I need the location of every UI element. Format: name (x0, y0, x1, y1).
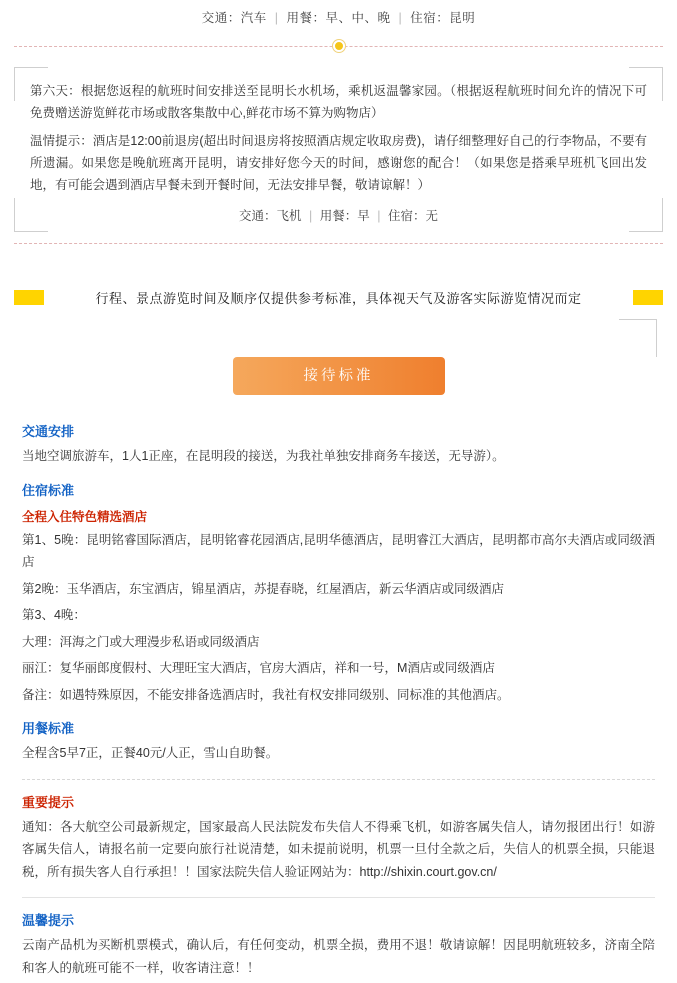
decorative-corner-wrap (14, 313, 663, 355)
accommodation-subheading: 全程入住特色精选酒店 (22, 509, 148, 524)
day-six-block (14, 67, 663, 232)
yellow-bar-right-icon (633, 290, 663, 305)
warm-tips-section (22, 910, 655, 979)
day-six-stay: 住宿：无 (387, 209, 438, 224)
notice-bar (14, 282, 663, 313)
day-six-sep-2: | (377, 209, 381, 224)
top-meta-transport: 交通：汽车 (201, 11, 267, 25)
important-section (22, 792, 655, 884)
top-meta-meal: 用餐：早、中、晚 (286, 11, 391, 25)
notice-text: 行程、景点游览时间及顺序仅提供参考标准，具体视天气及游客实际游览情况而定 (95, 291, 582, 307)
warm-tips-heading: 温馨提示 (22, 913, 75, 929)
accommodation-line-6: 备注：如遇特殊原因，不能安排备选酒店时，我社有权安排同级别、同标准的其他酒店。 (22, 687, 510, 702)
accommodation-line-4: 大理：洱海之门或大理漫步私语或同级酒店 (22, 634, 260, 649)
accommodation-line-3: 第3、4晚： (22, 608, 86, 623)
day-six-description: 第六天：根据您返程的航班时间安排送至昆明长水机场，乘机返温馨家园。（根据返程航班时间允许的情况下可免费赠送游览鲜花市场或散客集散中心,鲜花市场不算为购物店） (30, 84, 647, 120)
day-six-meal: 用餐：早 (319, 209, 370, 224)
top-meta-sep-1: | (274, 11, 279, 25)
accommodation-line-1: 第1、5晚：昆明铭睿国际酒店，昆明铭睿花园酒店,昆明华德酒店，昆明睿江大酒店，昆明都市高尔夫酒店或同级酒店 (22, 532, 655, 570)
transport-heading: 交通安排 (22, 424, 75, 440)
transport-body: 当地空调旅游车，1人1正座，在昆明段的接送，为我社单独安排商务车接送，无导游）。 (22, 449, 505, 464)
top-meta-sep-2: | (398, 11, 403, 25)
day-six-tip: 温情提示：酒店是12:00前退房(超出时间退房将按照酒店规定收取房费)，请仔细整理好自己的行李物品，不要有所遗漏。如果您是晚航班离开昆明，请安排好您今天的时间，感谢您的配合！（如果您是搭乘早班机飞回出发地，有可能会遇到酒店早餐未到开餐时间，无法安排早餐，敬请谅解！） (30, 133, 647, 192)
accommodation-line-5: 丽江：复华丽郎度假村、大理旺宝大酒店，官房大酒店，祥和一号，M酒店或同级酒店 (22, 661, 495, 676)
divider-before-important (22, 779, 655, 780)
corner-decoration-icon (619, 319, 657, 357)
important-heading: 重要提示 (22, 794, 75, 810)
top-meta-stay: 住宿：昆明 (410, 11, 476, 25)
reception-standard-button[interactable]: 接待标准 (233, 357, 445, 395)
top-meta-line (0, 0, 677, 35)
divider-before-tips (22, 897, 655, 898)
divider-dot-icon (333, 40, 345, 52)
day-six-meta-line (30, 200, 647, 226)
standards-section (22, 421, 655, 765)
meals-body: 全程含5早7正，正餐40元/人正，雪山自助餐。 (22, 746, 279, 761)
warm-tips-body: 云南产品机为买断机票模式，确认后，有任何变动，机票全损，费用不退！敬请谅解！因昆明航班较多，济南全陪和客人的航班可能不一样，收客请注意！！ (22, 938, 655, 975)
dashed-divider-bottom (14, 232, 663, 254)
accommodation-line-2: 第2晚：玉华酒店，东宝酒店，锦星酒店，苏提春晓，红屋酒店，新云华酒店或同级酒店 (22, 581, 504, 596)
divider-line-2 (14, 243, 663, 244)
dashed-divider-top (14, 35, 663, 57)
accommodation-heading: 住宿标准 (22, 482, 75, 498)
day-six-sep-1: | (309, 209, 313, 224)
important-body: 通知：各大航空公司最新规定，国家最高人民法院发布失信人不得乘飞机，如游客属失信人，请勿报团出行！如游客属失信人，请报名前一定要向旅行社说清楚，如未提前说明，机票一旦付全款之后，失信人的机票全损，只能退税，所有损失客人自行承担！！国家法院失信人验证网站为：http://shixin.court.gov.cn/ (22, 819, 655, 879)
reception-standard-header (0, 357, 677, 395)
yellow-bar-left-icon (14, 290, 44, 305)
meals-heading: 用餐标准 (22, 721, 75, 737)
day-six-transport: 交通：飞机 (239, 209, 302, 224)
